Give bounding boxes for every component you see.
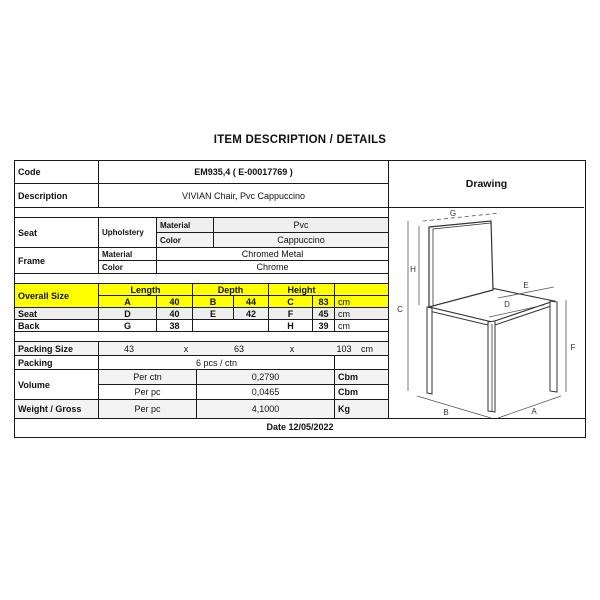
seat-label: Seat <box>15 218 99 247</box>
dim-key-H: H <box>269 320 313 331</box>
seat-upholstery-label: Upholstery <box>99 218 157 247</box>
seat-material-label: Material <box>157 218 214 232</box>
dim-key-G: G <box>99 320 157 331</box>
blank-header-cell <box>335 284 388 295</box>
back-dims-label: Back <box>15 320 99 331</box>
packing-size-depth: 63 <box>233 343 245 354</box>
spacer-row <box>15 208 389 218</box>
packing-size-height: 103 <box>336 343 352 354</box>
packing-blank-cell <box>335 356 388 369</box>
packing-row <box>15 356 389 370</box>
packing-size-sep: x <box>289 343 295 354</box>
back-dims-row <box>15 320 389 332</box>
weight-row <box>15 400 389 418</box>
dim-val-A: 40 <box>157 296 193 307</box>
volume-per-pc-unit: Cbm <box>338 387 358 397</box>
weight-value: 4,1000 <box>197 400 335 418</box>
frame-material-label: Material <box>99 248 157 260</box>
seat-block <box>15 218 389 248</box>
volume-per-ctn-value: 0,2790 <box>197 370 335 384</box>
volume-block <box>15 370 389 400</box>
overall-size-label: Overall Size <box>15 284 99 307</box>
weight-per-label: Per pc <box>99 400 197 418</box>
dim-label-E: E <box>523 281 529 290</box>
dim-val-E: 42 <box>234 308 269 319</box>
spacer-row <box>15 274 389 284</box>
chair-left-leg <box>427 307 432 394</box>
dim-val-C: 83 <box>313 296 335 307</box>
drawing-header: Drawing <box>389 161 584 208</box>
dim-key-C: C <box>269 296 313 307</box>
seat-material-value: Pvc <box>293 220 309 230</box>
frame-label: Frame <box>15 248 99 273</box>
chair-drawing <box>389 208 584 418</box>
chair-line-drawing <box>389 208 584 418</box>
date-row: Date 12/05/2022 <box>15 418 585 435</box>
back-depth-empty <box>193 320 269 331</box>
seat-color-value: Cappuccino <box>277 235 325 245</box>
dim-label-C: C <box>397 305 403 314</box>
seat-color-label: Color <box>157 233 214 247</box>
dim-label-G: G <box>449 209 457 218</box>
description-label: Description <box>15 184 99 207</box>
volume-label: Volume <box>15 370 99 399</box>
code-label: Code <box>15 161 99 183</box>
volume-per-ctn-unit: Cbm <box>338 372 358 382</box>
packing-value: 6 pcs / ctn <box>99 356 335 369</box>
packing-size-row <box>15 342 389 356</box>
dim-key-B: B <box>193 296 234 307</box>
spacer-row <box>15 332 389 342</box>
dim-val-F: 45 <box>313 308 335 319</box>
dim-label-B: B <box>443 408 449 417</box>
dim-label-D: D <box>504 300 510 309</box>
dim-val-H: 39 <box>313 320 335 331</box>
packing-size-unit: cm <box>361 343 373 354</box>
seat-dims-row <box>15 308 389 320</box>
code-value: EM935,4 ( E-00017769 ) <box>194 167 293 177</box>
unit-cm: cm <box>338 308 350 319</box>
volume-per-pc-label: Per pc <box>99 385 197 399</box>
dim-key-A: A <box>99 296 157 307</box>
height-header: Height <box>269 284 335 295</box>
dim-val-B: 44 <box>234 296 269 307</box>
dim-line-A <box>498 396 561 418</box>
packing-size-label: Packing Size <box>15 342 99 355</box>
depth-header: Depth <box>193 284 269 295</box>
weight-label: Weight / Gross <box>15 400 99 418</box>
frame-block <box>15 248 389 274</box>
dim-key-E: E <box>193 308 234 319</box>
details-table <box>14 160 586 438</box>
packing-size-sep: x <box>183 343 189 354</box>
dim-label-F: F <box>570 343 576 352</box>
code-row <box>15 161 389 184</box>
frame-color-label: Color <box>99 261 157 273</box>
unit-cm: cm <box>338 320 350 331</box>
packing-size-values <box>99 342 388 355</box>
overall-size-block <box>15 284 389 308</box>
dim-key-F: F <box>269 308 313 319</box>
dim-label-A: A <box>531 407 537 416</box>
frame-color-value: Chrome <box>256 262 289 272</box>
weight-unit: Kg <box>338 404 350 414</box>
chair-front-leg <box>488 321 495 412</box>
dim-key-D: D <box>99 308 157 319</box>
description-row <box>15 184 389 208</box>
page-title: ITEM DESCRIPTION / DETAILS <box>213 134 387 146</box>
dim-val-D: 40 <box>157 308 193 319</box>
volume-per-ctn-label: Per ctn <box>99 370 197 384</box>
seat-dims-label: Seat <box>15 308 99 319</box>
dim-line-B <box>417 396 491 418</box>
description-value: VIVIAN Chair, Pvc Cappuccino <box>181 190 306 201</box>
length-header: Length <box>99 284 193 295</box>
frame-material-value: Chromed Metal <box>241 249 304 259</box>
packing-label: Packing <box>15 356 99 369</box>
unit-cm: cm <box>338 296 350 307</box>
volume-per-pc-value: 0,0465 <box>197 385 335 399</box>
dim-line-G <box>423 213 500 221</box>
chair-right-leg <box>550 301 557 392</box>
dim-val-G: 38 <box>157 320 193 331</box>
packing-size-width: 43 <box>123 343 135 354</box>
dim-label-H: H <box>410 265 416 274</box>
